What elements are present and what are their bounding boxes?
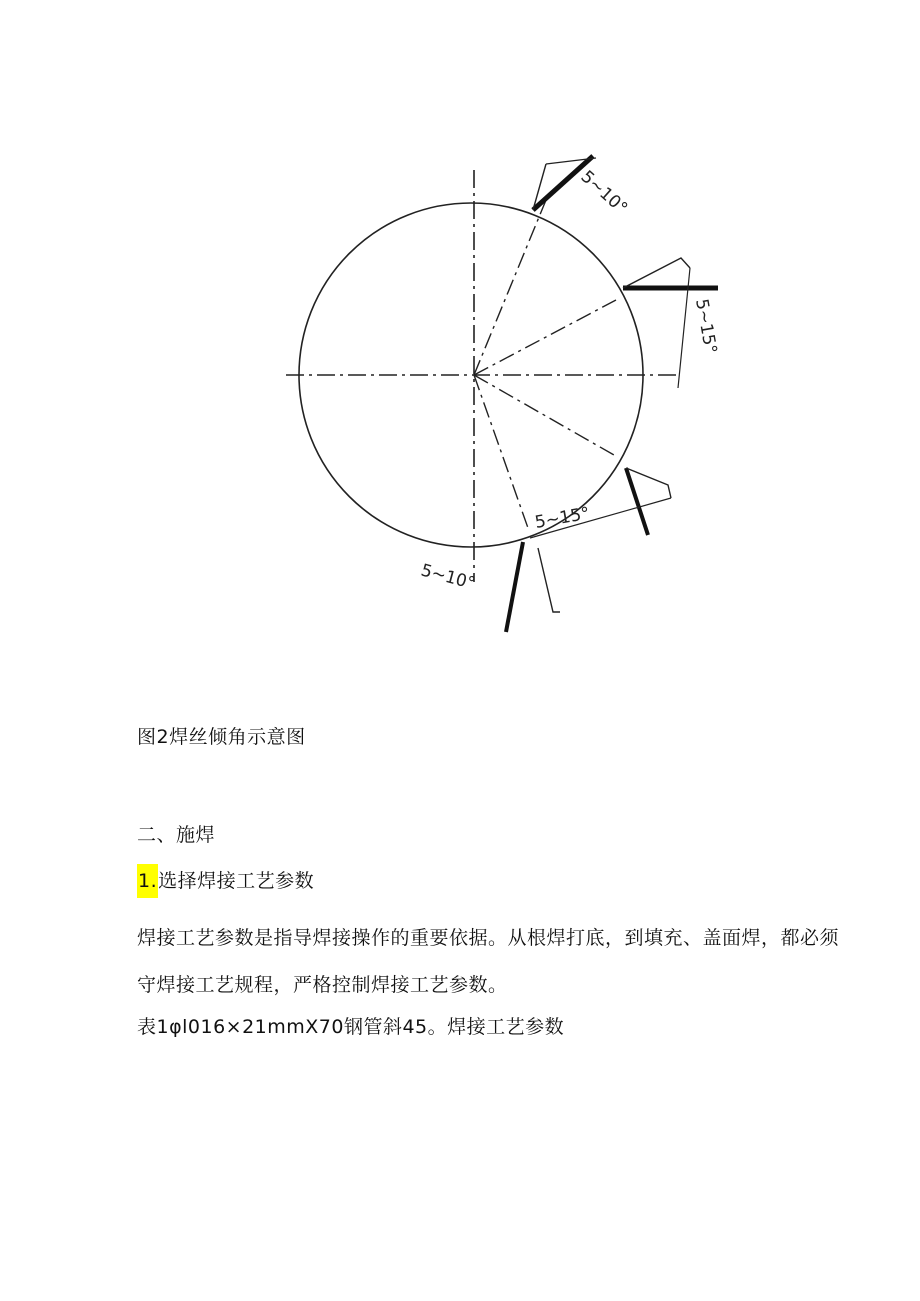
wire-bottom [506,542,523,632]
radial-line-right [474,300,616,375]
angle-label-right: 5~15° [691,297,721,356]
subsection-title: 选择焊接工艺参数 [158,870,315,892]
angle-bracket-right [623,258,690,288]
radial-line-top [474,200,546,375]
welding-wire-angle-diagram [278,150,728,650]
wire-lower-right [626,468,648,535]
diagram-svg [278,150,728,650]
section-title: 二、施焊 [137,824,216,846]
angle-label-top: 5~10° [576,166,632,219]
body-paragraph: 焊接工艺参数是指导焊接操作的重要依据。从根焊打底，到填充、盖面焊，都必须守焊接工艺规程，严格控制焊接工艺参数。 [137,927,840,996]
table-title: 表1φl016×21mmX70钢管斜45。焊接工艺参数 [137,1016,565,1038]
angle-label-lower-right: 5~15° [533,503,592,533]
angle-label-bottom: 5~10° [418,560,478,595]
radial-line-bottom [474,375,528,528]
subsection-number: 1. [137,864,158,898]
figure-caption: 图2焊丝倾角示意图 [137,726,306,748]
radial-line-lower-right [474,375,614,455]
angle-bracket-bottom [538,548,560,612]
subsection-heading [137,866,314,893]
